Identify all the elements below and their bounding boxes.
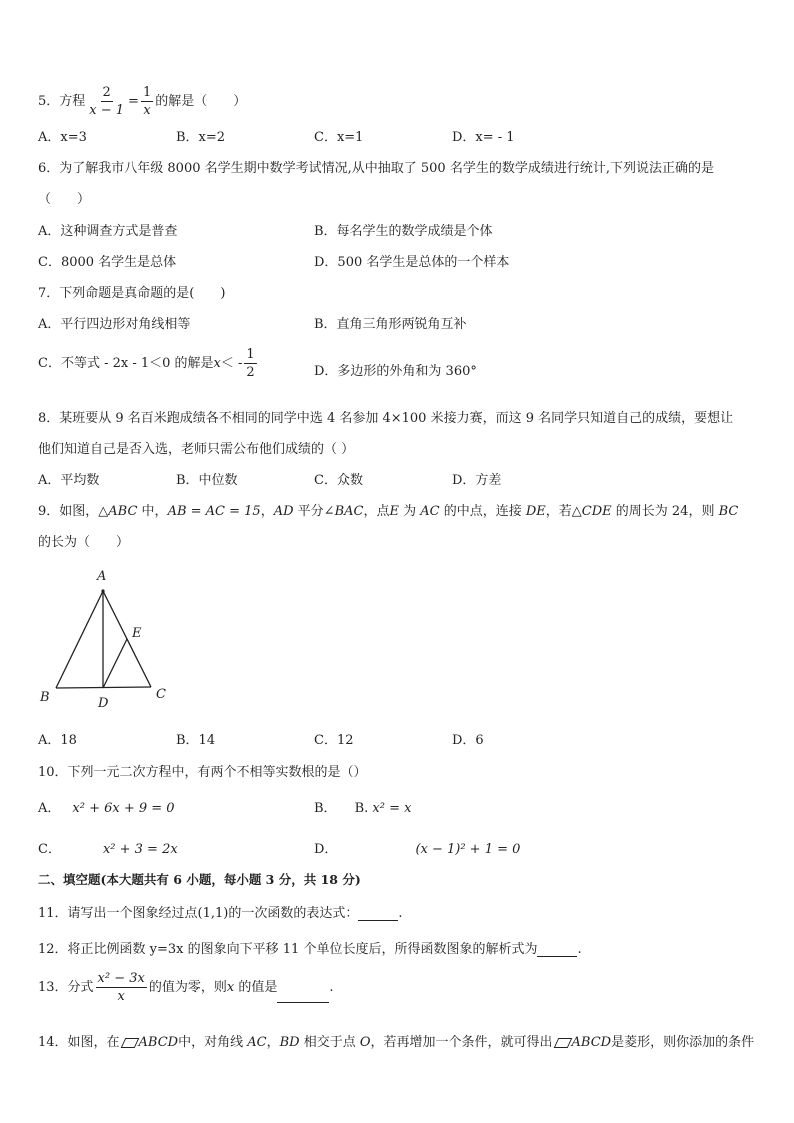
label-b: B bbox=[40, 690, 50, 705]
q8-option-a: A．平均数 bbox=[38, 473, 100, 488]
q5-option-b: B．x=2 bbox=[176, 130, 226, 145]
q8-stem-line1: 8．某班要从 9 名百米跑成绩各不相同的同学中选 4 名参加 4×100 米接力赛，而这 9 名同学只知道自己的成绩，要想让 bbox=[38, 411, 734, 426]
q9-stem-line2: 的长为（ ） bbox=[38, 535, 130, 550]
q8-option-d: D．方差 bbox=[452, 473, 502, 488]
q5-prefix: 5．方程 bbox=[38, 94, 86, 109]
q5-fraction-left: $\frac{2}{x - 1}$ bbox=[89, 85, 125, 118]
q6-option-c: C．8000 名学生是总体 bbox=[38, 255, 177, 270]
q11-point: (1,1) bbox=[197, 906, 229, 921]
q11-answer-blank[interactable] bbox=[358, 905, 398, 921]
q13-answer-blank[interactable] bbox=[277, 987, 329, 1003]
q5-stem bbox=[38, 86, 246, 117]
label-e: E bbox=[132, 626, 142, 641]
q10-stem: 10．下列一元二次方程中，有两个不相等实数根的是（） bbox=[38, 765, 367, 780]
q7-option-d: D．多边形的外角和为 360° bbox=[314, 364, 477, 379]
q9-option-b: B．14 bbox=[176, 733, 216, 748]
q10-option-c: C． x² + 3 = 2x bbox=[38, 842, 178, 857]
q5-option-a: A．x=3 bbox=[38, 130, 87, 145]
label-a: A bbox=[97, 569, 107, 584]
q6-option-a: A．这种调查方式是普查 bbox=[38, 224, 178, 239]
point-a bbox=[101, 589, 104, 592]
segment-ab bbox=[56, 591, 103, 688]
q7-option-b: B．直角三角形两锐角互补 bbox=[314, 317, 467, 332]
q13-fraction: $\frac{\text{x² − 3x}}{x}$ bbox=[97, 971, 145, 1004]
q11-stem: 11．请写出一个图象经过点(1,1)的一次函数的表达式： . bbox=[38, 906, 403, 921]
parallelogram-icon bbox=[553, 1038, 571, 1047]
q10-option-b: B． B. x² = x bbox=[314, 801, 412, 816]
q10-option-a: A． x² + 6x + 9 = 0 bbox=[38, 801, 175, 816]
q6-stem-line1: 6．为了解我市八年级 8000 名学生期中数学考试情况,从中抽取了 500 名学生的数学成绩进行统计,下列说法正确的是 bbox=[38, 161, 714, 176]
q8-option-b: B．中位数 bbox=[176, 473, 238, 488]
q9-option-c: C．12 bbox=[314, 733, 354, 748]
q5-equals: = bbox=[128, 94, 139, 109]
q12-answer-blank[interactable] bbox=[537, 941, 577, 957]
q8-option-c: C．众数 bbox=[314, 473, 363, 488]
q6-stem-line2: （ ） bbox=[38, 192, 91, 207]
q5-option-d: D．x= - 1 bbox=[452, 130, 515, 145]
q7-option-a: A．平行四边形对角线相等 bbox=[38, 317, 191, 332]
q10-option-d: D． (x − 1)² + 1 = 0 bbox=[314, 842, 521, 857]
section-fill-in-title: 二、填空题(本大题共有 6 小题，每小题 3 分，共 18 分) bbox=[38, 872, 361, 887]
q9-triangle-figure bbox=[34, 565, 174, 710]
segment-de bbox=[103, 639, 127, 688]
q14-stem: 14．如图，在 ABCD中，对角线 AC，BD 相交于点 O，若再增加一个条件，就可得出 ABCD是菱形，则你添加的条件 bbox=[38, 1035, 755, 1050]
parallelogram-icon bbox=[120, 1038, 138, 1047]
q7-fraction: $\frac{1}{2}$ bbox=[246, 347, 255, 380]
q13-stem: 13．分式 $\frac{\text{x² − 3x}}{x}$ 的值为零，则x 的值是 . bbox=[38, 971, 334, 1004]
q7-stem: 7．下列命题是真命题的是( ) bbox=[38, 286, 226, 301]
q8-stem-line2: 他们知道自己是否入选，老师只需公布他们成绩的（ ） bbox=[38, 442, 355, 457]
q5-option-c: C．x=1 bbox=[314, 130, 364, 145]
q6-option-d: D．500 名学生是总体的一个样本 bbox=[314, 255, 510, 270]
q9-option-d: D．6 bbox=[452, 733, 484, 748]
q9-option-a: A．18 bbox=[38, 733, 77, 748]
label-d: D bbox=[98, 696, 109, 710]
q6-option-b: B．每名学生的数学成绩是个体 bbox=[314, 224, 493, 239]
label-c: C bbox=[156, 687, 166, 702]
q9-stem-line1: 9．如图，△ABC 中，AB = AC = 15，AD 平分∠BAC，点E 为 AC 的中点，连接 DE，若△CDE 的周长为 24，则 BC bbox=[38, 504, 739, 519]
q5-suffix: 的解是（ ） bbox=[155, 94, 247, 109]
q5-fraction-right: $\frac{1}{x}$ bbox=[142, 85, 152, 118]
q12-stem: 12．将正比例函数 y=3x 的图象向下平移 11 个单位长度后，所得函数图象的解析式为 . bbox=[38, 942, 582, 957]
q7-option-c: C．不等式 - 2x - 1＜0 的解是x＜ - $\frac{1}{2}$ bbox=[38, 347, 255, 380]
